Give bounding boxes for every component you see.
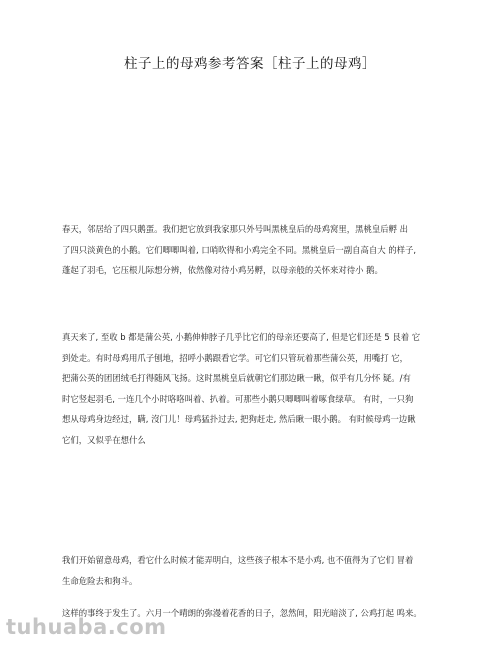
paragraph-line: 春天，邻居给了四只鹅蛋。我们把它放到我家那只外号叫黑桃皇后的母鸡窝里，黑桃皇后孵 出 [62,224,409,234]
paragraph-line: 我们开始留意母鸡，看它什么时候才能弄明白，这些孩子根本不是小鸡, 也不值得为了它们 冒着 [62,555,414,565]
document-title: 柱子上的母鸡参考答案［柱子上的母鸡］ [124,56,376,72]
paragraph-line: 时它竖起羽毛, 一连几个小时咯咯叫着、扒着。可那些小鹅只唧唧叫着啄食绿草。 有时，一只狗 [62,393,414,404]
paragraph-line: 到处走。有时母鸡用爪子刨地，招呼小鹅跟看它学。可它们只管玩着那些蒲公英，用嘴打 它， [62,352,409,363]
paragraph-line: 了四只淡黄色的小鹅。它们唧唧叫着, 口哨吹得和小鸡完全不同。黑桃皇后一副自高自大 的样子, [62,244,417,255]
paragraph-line: 真天来了, 至收 b 都是蒲公英, 小鹅伸伸脖子几乎比它们的母亲还要高了, 但是它们还是 5 艮着 它 [62,332,421,342]
paragraph-line: 这样的事终于发生了。六月一个晴朗的弥漫着花香的日子，忽然间，阳光暗淡了, 公鸡打起 鸣来。 [62,608,422,618]
site-watermark: tuhuaba.com [6,615,167,639]
paragraph-line: 生命危险去和狗斗。 [62,575,138,586]
paragraph-1 [62,219,442,281]
paragraph-2 [62,327,442,451]
paragraph-line: 蓬起了羽毛，它压根儿际想分辨，依然像对待小鸡另孵，以母亲般的关怀来对待小 鹅。 [62,265,383,276]
paragraph-line: 把蒲公英的团团绒毛打得随风飞扬。这时黑桃皇后就朝它们那边瞅一瞅，似乎有几分怀 疑。/有 [62,373,411,384]
paragraph-3 [62,550,442,591]
paragraph-line: 它们，又似乎在想什么 [62,434,146,445]
paragraph-line: 想从母鸡身边经过，瞒, 沒门儿！母鸡猛扑过去, 把狗赶走, 然后瞅一眼小鹅。 有时候母鸡一边瞅 [62,414,416,425]
